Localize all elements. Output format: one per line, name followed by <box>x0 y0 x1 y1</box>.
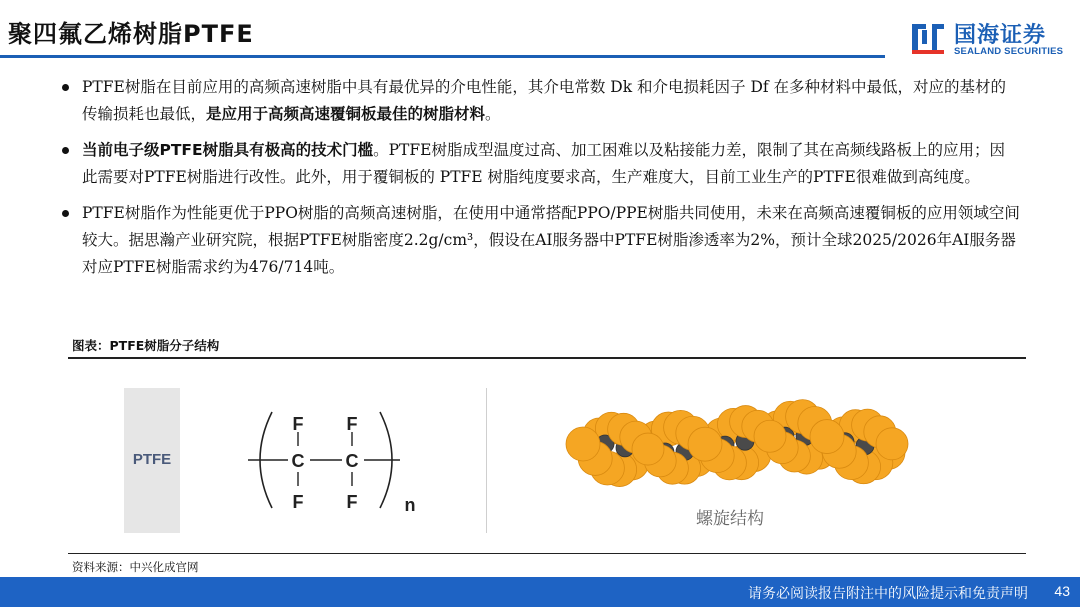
bullet-bold-text: 是应用于高频高速覆铜板最佳的树脂材料 <box>206 105 486 123</box>
ptfe-structural-formula <box>240 400 440 520</box>
figure-top-rule <box>68 357 1026 359</box>
fluorine-atom <box>810 420 844 454</box>
subscript-n: n <box>404 495 416 515</box>
bullet-bold-text: 当前电子级PTFE树脂具有极高的技术门槛 <box>82 141 374 159</box>
atom-f: F <box>346 414 358 434</box>
atom-c: C <box>345 451 359 471</box>
atom-f: F <box>346 492 358 512</box>
figure-caption: 图表：PTFE树脂分子结构 <box>72 338 220 353</box>
ptfe-label: PTFE <box>132 451 172 468</box>
page-title: 聚四氟乙烯树脂PTFE <box>8 20 254 48</box>
atom-c: C <box>291 451 305 471</box>
figure-bottom-rule <box>68 553 1026 554</box>
bullet-item <box>60 137 1020 191</box>
helix-label: 螺旋结构 <box>696 509 764 529</box>
bullet-item <box>60 74 1020 128</box>
bullet-text: 。PTFE树脂成型温度过高、加工困难以及粘接能力差，限制了其在高频线路板上的应用；因此需要对PTFE树脂进行改性。此外，用于覆铜板的 PTFE 树脂纯度要求高，生产难度大，目前工业生产的PTFE很难做到高纯度。 <box>82 141 1005 186</box>
logo-chinese-text: 国海证券 <box>954 23 1047 48</box>
bullet-text: 。 <box>485 105 501 123</box>
logo-english-text: SEALAND SECURITIES <box>954 46 1064 57</box>
bullet-text: PTFE树脂在目前应用的高频高速树脂中具有最优异的介电性能，其介电常数 Dk 和介电损耗因子 Df 在多种材料中最低，对应的基材的传输损耗也最低， <box>82 78 1007 123</box>
title-underline <box>0 55 885 58</box>
fluorine-atom <box>566 427 600 461</box>
source-note: 资料来源：中兴化成官网 <box>72 560 199 574</box>
atom-f: F <box>292 492 304 512</box>
ptfe-helix-model <box>565 392 925 502</box>
disclaimer-text: 请务必阅读报告附注中的风险提示和免责声明 <box>748 586 1028 602</box>
bullet-item <box>60 200 1020 281</box>
fluorine-atom <box>688 427 722 461</box>
page-number: 43 <box>1054 583 1070 599</box>
figure-divider <box>486 388 487 533</box>
fluorine-atom <box>754 420 786 452</box>
atom-f: F <box>292 414 304 434</box>
fluorine-atom <box>876 428 908 460</box>
ptfe-label-box <box>124 388 180 533</box>
bullet-list <box>60 74 1020 290</box>
fluorine-atom <box>632 433 664 465</box>
footer-bar <box>0 577 1080 607</box>
brand-logo <box>910 18 1070 60</box>
bullet-text: PTFE树脂作为性能更优于PPO树脂的高频高速树脂，在使用中通常搭配PPO/PPE树脂共同使用，未来在高频高速覆铜板的应用领域空间较大。据思瀚产业研究院，根据PTFE树脂密度2.2g/cm³，假设在AI服务器中PTFE树脂渗透率为2%，预计全球2025/2026年AI服务器对应PTFE树脂需求约为476/714吨。 <box>82 204 1020 276</box>
sealand-logo-icon <box>910 20 946 56</box>
